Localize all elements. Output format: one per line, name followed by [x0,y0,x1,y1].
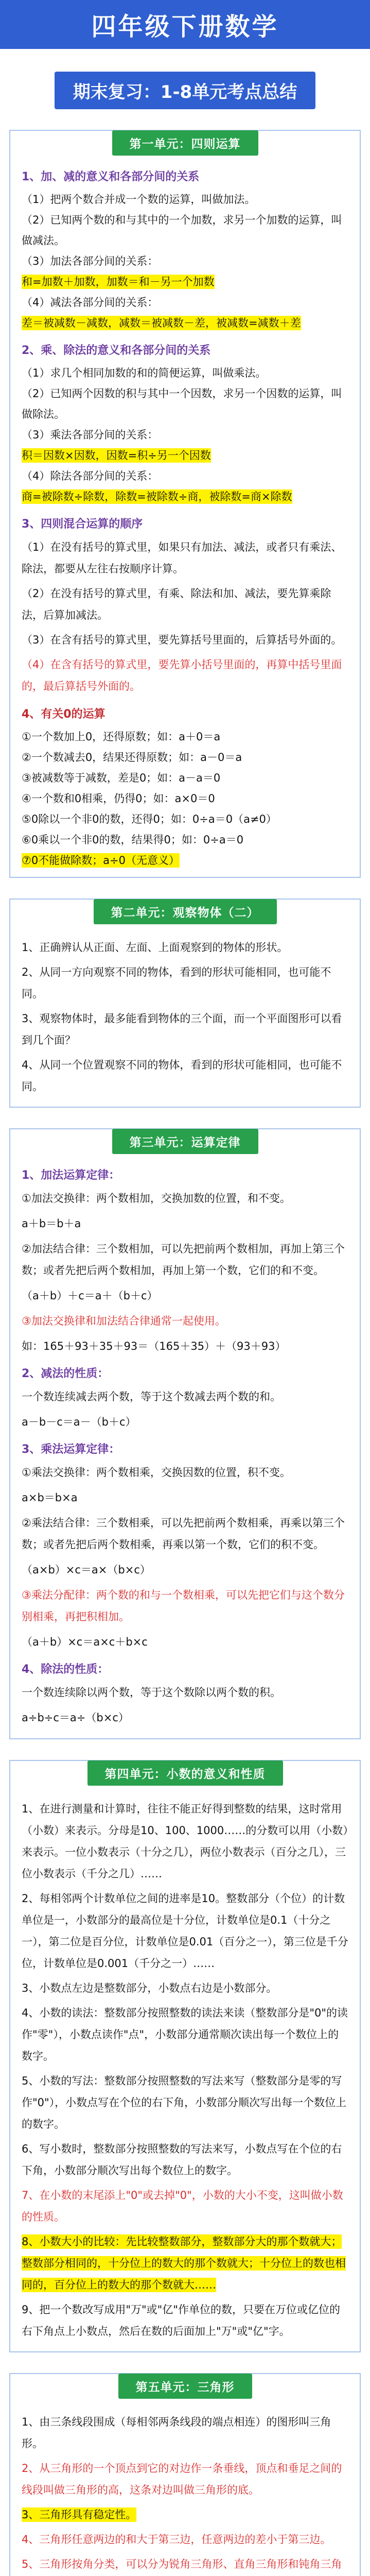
subheading: 1、加法运算定律： [22,1169,120,1182]
highlight-text: 8、小数大小的比较：先比较整数部分，整数部分大的那个数就大；整数部分相同的，十分位上的数大的那个数就大；十分位上的数也相同的，百分位上的数大的那个数就大…… [22,2235,346,2291]
text-line: （2）已知两个数的和与其中的一个加数，求另一个加数的运算，叫做减法。 [22,214,342,247]
formula: 如：165＋93＋35＋93＝（165＋35）＋（93＋93） [22,1340,286,1352]
section-head-wrap [10,130,360,156]
formula: a÷b÷c＝a÷（b×c） [22,1711,129,1724]
section-heading: 第四单元：小数的意义和性质 [87,1760,283,1786]
text-line: （2）在没有括号的算式里，有乘、除法和加、减法，要先算乘除法，后算加减法。 [22,587,331,621]
text-line: （1）把两个数合并成一个数的运算，叫做加法。 [22,193,256,206]
text-line: 1、由三条线段围成（每相邻两条线段的端点相连）的图形叫三角形。 [22,2416,331,2450]
text-line: 2、从同一方向观察不同的物体，看到的形状可能相同，也可能不同。 [22,966,331,1000]
text-line: ③乘法分配律：两个数的和与一个数相乘，可以先把它们与这个数分别相乘，再把积相加。 [22,1589,345,1623]
section-content [10,168,360,871]
section-heading: 第三单元：运算定律 [112,1129,258,1154]
section-content [10,1166,360,1728]
section-head-wrap [10,1129,360,1154]
section-content [10,937,360,1097]
text-line: 1、在进行测量和计算时，往往不能正好得到整数的结果，这时常用（小数）来表示。分母是10、100、1000……的分数可以用（小数）来表示。一位小数表示（十分之几），两位小数表示（百分之几），三位小数表示（千分之几）…… [22,1803,348,1880]
formula: a－b－c＝a－（b＋c） [22,1416,136,1428]
section-heading: 第一单元：四则运算 [112,130,258,156]
text-line: ②乘法结合律：三个数相乘，可以先把前两个数相乘，再乘以第三个数；或者先把后两个数相乘，再乘以第一个数，它们的积不变。 [22,1517,345,1551]
subheading: 4、除法的性质： [22,1663,109,1676]
text-line: （3）在含有括号的算式里，要先算括号里面的，后算括号外面的。 [22,634,342,646]
text-line: ③被减数等于减数，差是0；如：a－a＝0 [22,772,221,784]
section-head-wrap [10,899,360,924]
highlight-text: 差＝被减数－减数，减数＝被减数－差，被减数=减数＋差 [22,317,301,329]
text-line: 9、把一个数改写成用"万"或"亿"作单位的数，只要在万位或亿位的右下角点上小数点，然后在数的后面加上"万"或"亿"字。 [22,2303,340,2337]
text-line: 1、正确辨认从正面、左面、上面观察到的物体的形状。 [22,941,288,954]
section-unit-4 [9,1760,361,2352]
text-line: 6、写小数时，整数部分按照整数的写法来写，小数点写在个位的右下角，小数部分顺次写出每个数位上的数字。 [22,2143,342,2177]
text-line: ①一个数加上0，还得原数；如：a＋0＝a [22,731,221,743]
text-line: 3、小数点左边是整数部分，小数点右边是小数部分。 [22,1982,277,1994]
highlight-text: 商=被除数÷除数，除数=被除数÷商，被除数=商×除数 [22,490,292,503]
highlight-text: ⑦0不能做除数；a÷0（无意义） [22,854,180,867]
subheading: 2、乘、除法的意义和各部分间的关系 [22,344,211,357]
text-line: （1）在没有括号的算式里，如果只有加法、减法，或者只有乘法、除法，都要从左往右按顺序计算。 [22,541,342,575]
text-line: ①乘法交换律：两个数相乘，交换因数的位置，积不变。 [22,1466,291,1479]
formula: （a＋b）×c＝a×c＋b×c [22,1636,148,1648]
text-line: 7、在小数的末尾添上"0"或去掉"0"，小数的大小不变，这叫做小数的性质。 [22,2189,343,2223]
text-line: ②加法结合律：三个数相加，可以先把前两个数相加，再加上第三个数；或者先把后两个数相加，再加上第一个数，它们的和不变。 [22,1243,345,1277]
section-content [10,2411,360,2576]
page-subtitle: 期末复习：1-8单元考点总结 [55,72,315,109]
text-line: （1）求几个相同加数的和的简便运算，叫做乘法。 [22,367,267,379]
text-line: ①加法交换律：两个数相加，交换加数的位置，和不变。 [22,1192,291,1205]
text-line: 5、小数的写法：整数部分按照整数的写法来写（整数部分是零的写作"0"），小数点写在个位的右下角，小数部分顺次写出每一个数位上的数字。 [22,2075,347,2130]
text-line: （3）乘法各部分间的关系： [22,429,158,441]
subheading: 1、加、减的意义和各部分间的关系 [22,171,200,183]
section-head-wrap [10,2374,360,2399]
section-unit-2 [9,899,361,1108]
text-line: ③加法交换律和加法结合律通常一起使用。 [22,1315,226,1327]
subheading: 2、减法的性质： [22,1367,109,1380]
section-unit-5 [9,2373,361,2576]
text-line: ⑥0乘以一个非0的数，结果得0；如：0÷a＝0 [22,834,244,846]
text-line: 一个数连续减去两个数，等于这个数减去两个数的和。 [22,1391,281,1403]
highlight-text: 积＝因数×因数，因数=积÷另一个因数 [22,449,211,462]
text-line: （2）已知两个因数的积与其中一个因数，求另一个因数的运算，叫做除法。 [22,387,342,420]
subheading: 3、乘法运算定律： [22,1443,120,1456]
text-line: ④一个数和0相乘，仍得0；如：a×0＝0 [22,792,215,805]
section-unit-1 [9,130,361,878]
text-line: 一个数连续除以两个数，等于这个数除以两个数的积。 [22,1686,281,1699]
text-line: 4、小数的读法：整数部分按照整数的读法来读（整数部分是"0"的读作"零"），小数点读作"点"，小数部分通常顺次读出每一个数位上的数字。 [22,2007,348,2062]
highlight-text: 和=加数＋加数，加数＝和－另一个加数 [22,276,215,288]
page-title: 四年级下册数学 [91,12,279,41]
subheading: 4、有关0的运算 [22,708,105,721]
section-unit-3 [9,1128,361,1739]
text-line: 4、从同一个位置观察不同的物体，看到的形状可能相同，也可能不同。 [22,1059,342,1093]
text-line: ⑤0除以一个非0的数，还得0；如：0÷a＝0（a≠0） [22,813,277,825]
highlight-text: 3、三角形具有稳定性。 [22,2509,137,2521]
text-line: 2、从三角形的一个顶点到它的对边作一条垂线，顶点和垂足之间的线段叫做三角形的高，这条对边叫做三角形的底。 [22,2462,342,2496]
text-line: 5、三角形按角分类，可以分为锐角三角形、直角三角形和钝角三角 [22,2558,342,2570]
text-line: 3、观察物体时，最多能看到物体的三个面，而一个平面图形可以看到几个面？ [22,1012,342,1046]
text-line: （4）除法各部分间的关系： [22,470,158,482]
text-line: （3）加法各部分间的关系： [22,255,158,267]
text-line: （4）在含有括号的算式里，要先算小括号里面的，再算中括号里面的，最后算括号外面的。 [22,658,342,692]
formula: （a×b）×c＝a×（b×c） [22,1564,151,1576]
text-line: ②一个数减去0，结果还得原数；如：a－0＝a [22,751,242,764]
section-heading: 第二单元：观察物体（二） [94,899,277,924]
section-heading: 第五单元：三角形 [118,2374,252,2399]
section-content [10,1798,360,2342]
section-head-wrap [10,1760,360,1786]
formula: a＋b＝b＋a [22,1217,81,1230]
subtitle-wrap [0,72,370,109]
formula: a×b＝b×a [22,1492,78,1504]
text-line: 2、每相邻两个计数单位之间的进率是10。整数部分（个位）的计数单位是一，小数部分的最高位是十分位，计数单位是0.1（十分之一），第二位是百分位，计数单位是0.01（百分之一），第三位是千分位，计数单位是0.001（千分之一）…… [22,1892,348,1970]
subheading: 3、四则混合运算的顺序 [22,518,143,531]
text-line: 4、三角形任意两边的和大于第三边，任意两边的差小于第三边。 [22,2533,331,2546]
text-line: （4）减法各部分间的关系： [22,296,158,309]
formula: （a＋b）＋c＝a＋（b＋c） [22,1290,158,1302]
header-band [0,0,370,49]
